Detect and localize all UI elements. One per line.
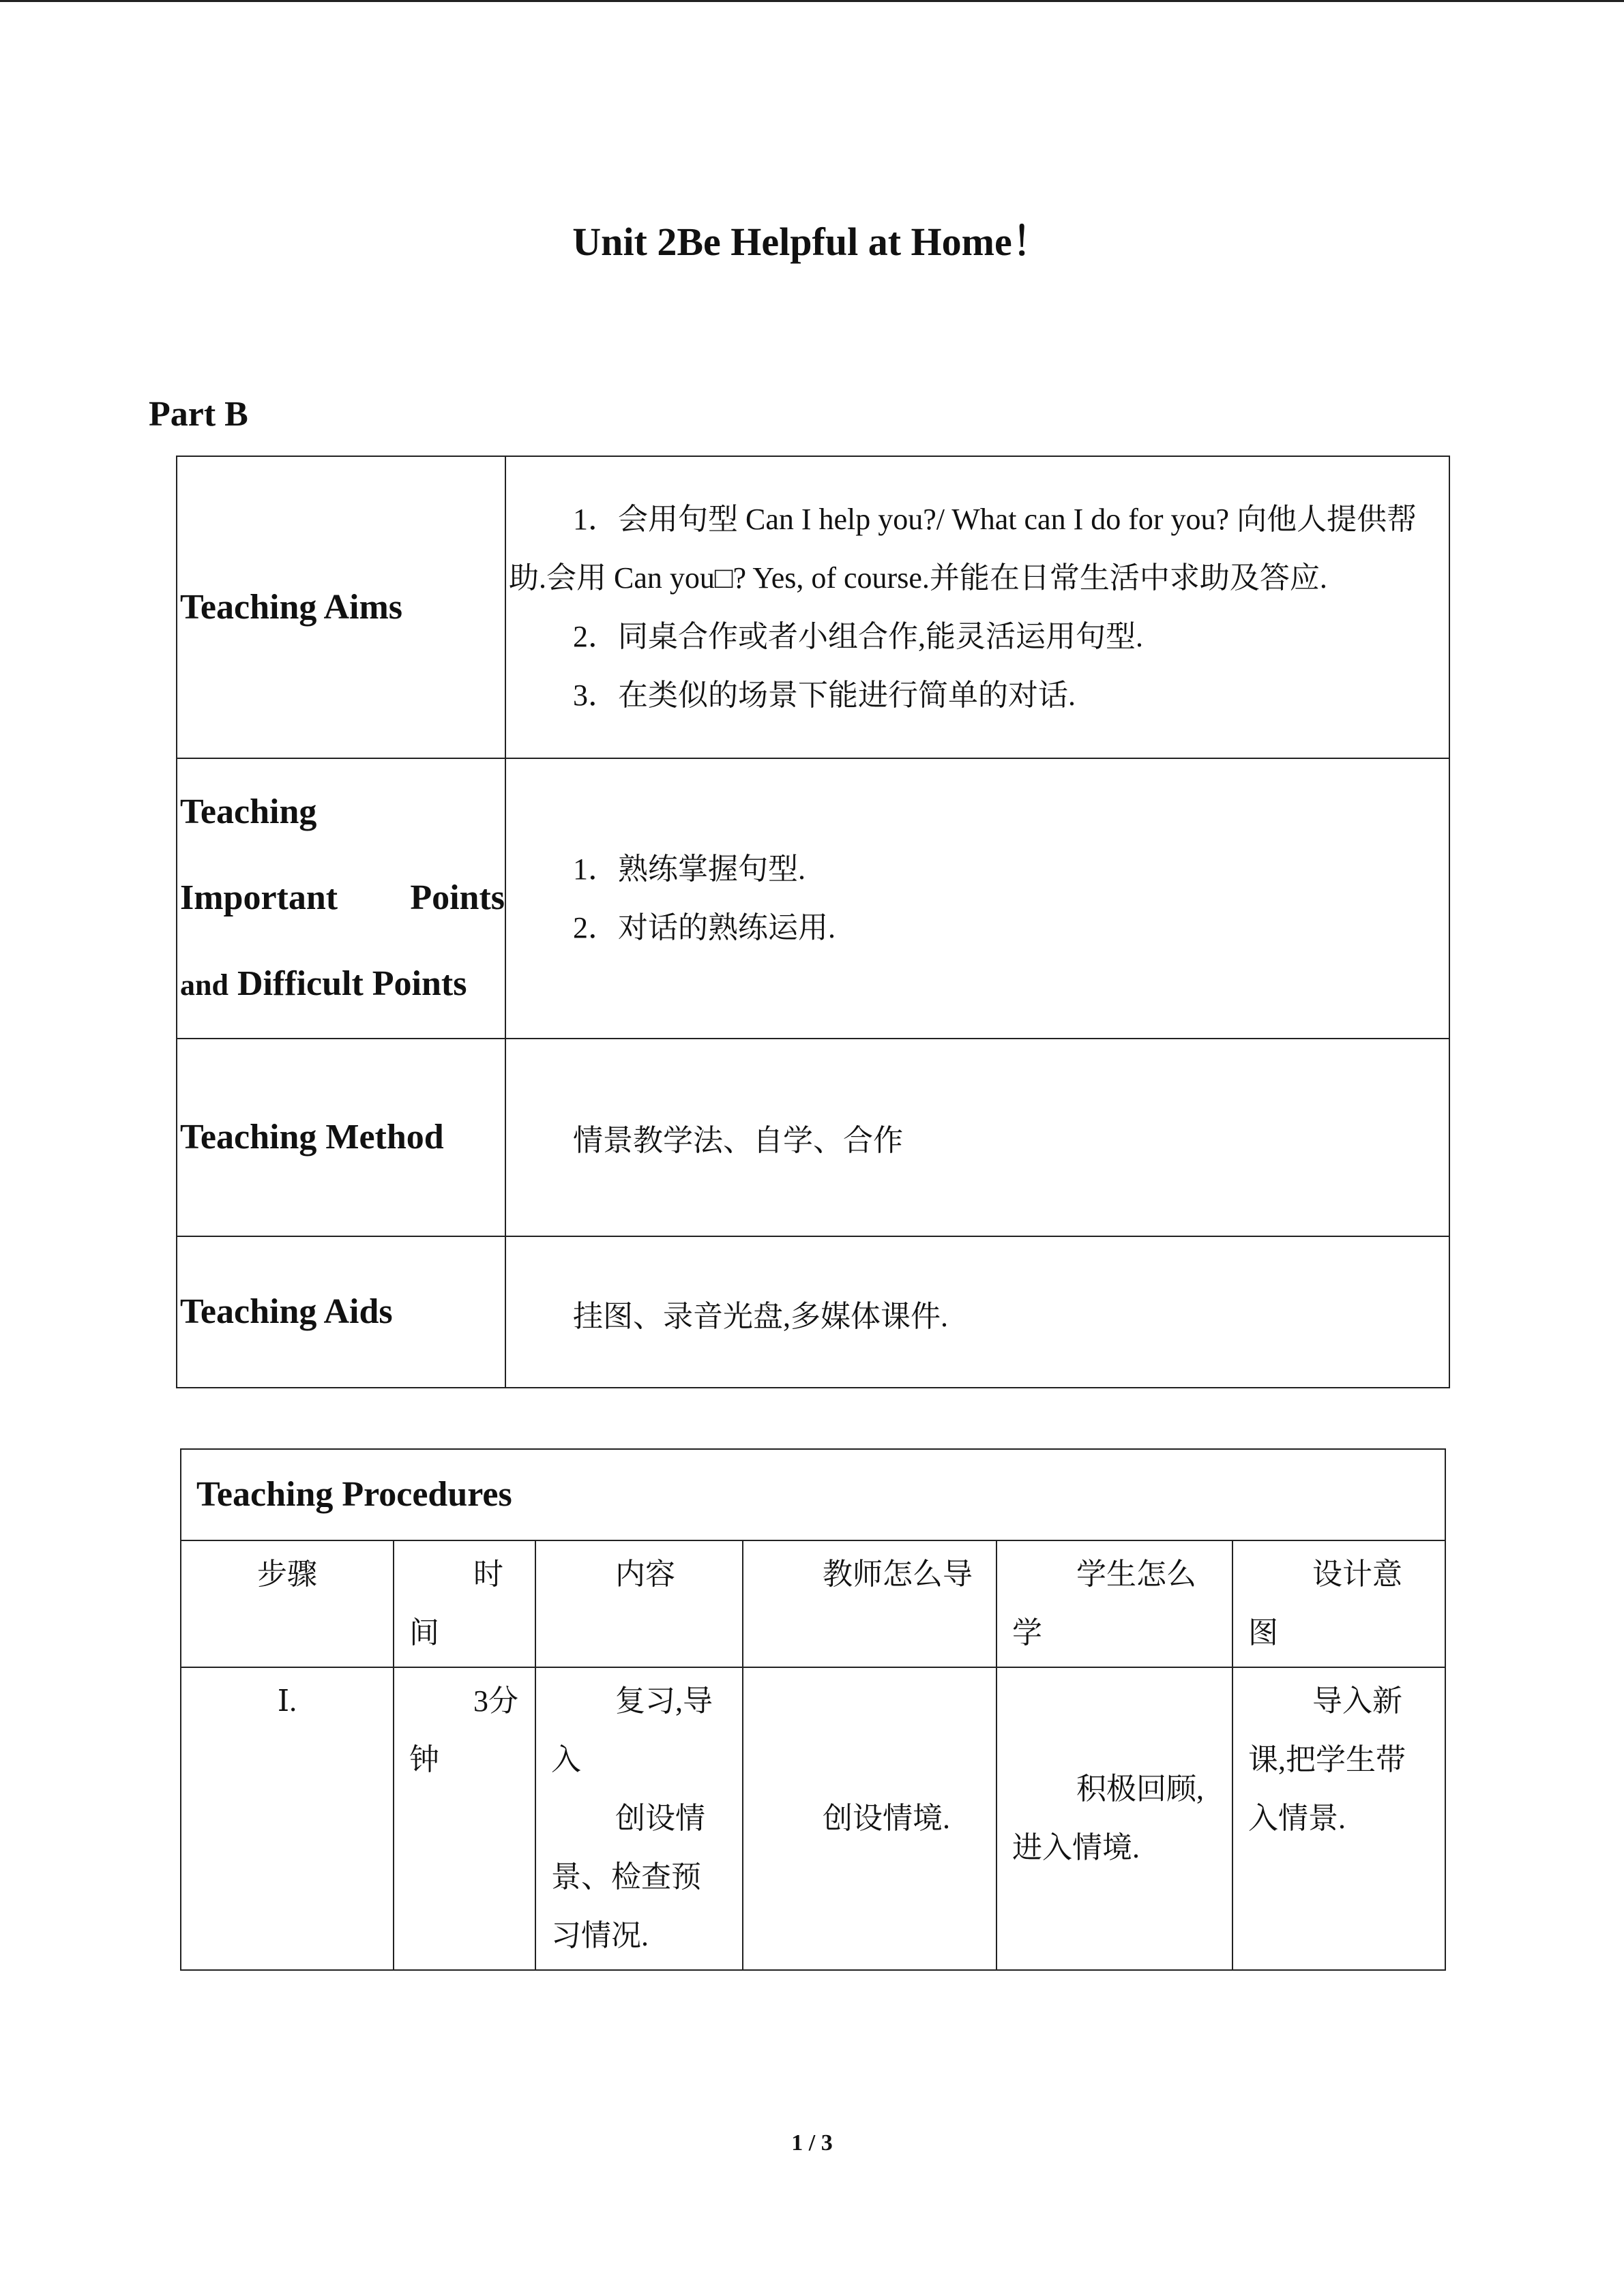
row1-content-line1: 复习,导入	[551, 1684, 713, 1776]
page-number: 1 / 3	[791, 2130, 833, 2156]
points-label-line3	[180, 941, 505, 1028]
aids-label: Teaching Aids	[177, 1236, 505, 1388]
method-text: 情景教学法、自学、合作	[573, 1124, 903, 1157]
procedures-table	[180, 1448, 1446, 1971]
points-row	[177, 758, 1449, 1039]
aims-label: Teaching Aims	[177, 456, 505, 758]
aims-item-2: 2．同桌合作或者小组合作,能灵活运用句型.	[573, 619, 1143, 653]
row1-purpose: 导入新课,把学生带入情景.	[1232, 1667, 1445, 1970]
row1-student: 积极回顾,进入情境.	[996, 1667, 1232, 1970]
row1-time: 3分钟	[394, 1667, 535, 1970]
points-content	[505, 758, 1449, 1039]
row1-teacher: 创设情境.	[743, 1667, 996, 1970]
points-label-line2	[180, 855, 505, 941]
aids-content	[505, 1236, 1449, 1388]
procedures-header-row	[181, 1540, 1445, 1667]
procedures-title-row	[181, 1449, 1445, 1540]
row1-content-line2: 创设情景、检查预习情况.	[551, 1802, 705, 1952]
points-label-difficult: Difficult Points	[237, 964, 467, 1003]
points-label-and: and	[180, 968, 228, 1002]
points-label-points: Points	[410, 878, 505, 917]
header-time: 时间	[394, 1540, 535, 1667]
header-student: 学生怎么学	[996, 1540, 1232, 1667]
header-purpose: 设计意图	[1232, 1540, 1445, 1667]
aims-content	[505, 456, 1449, 758]
header-teacher: 教师怎么导	[743, 1540, 996, 1667]
aids-text: 挂图、录音光盘,多媒体课件.	[573, 1300, 948, 1333]
points-label-important: Important	[180, 878, 338, 917]
header-step: 步骤	[181, 1540, 394, 1667]
method-label: Teaching Method	[177, 1039, 505, 1236]
points-item-2: 2．对话的熟练运用.	[573, 910, 836, 944]
aids-row	[177, 1236, 1449, 1388]
header-content: 内容	[535, 1540, 743, 1667]
row1-content	[535, 1667, 743, 1970]
method-row	[177, 1039, 1449, 1236]
aims-row	[177, 456, 1449, 758]
top-border	[0, 0, 1624, 2]
procedure-row-1	[181, 1667, 1445, 1970]
aims-item-3: 3．在类似的场景下能进行简单的对话.	[573, 678, 1076, 712]
procedures-title: Teaching Procedures	[181, 1449, 1445, 1540]
method-content	[505, 1039, 1449, 1236]
points-label-line1: Teaching	[180, 792, 317, 831]
row1-step: Ⅰ.	[181, 1667, 394, 1970]
part-heading: Part B	[149, 395, 248, 434]
lesson-info-table	[176, 456, 1450, 1388]
points-label	[177, 758, 505, 1039]
document-title: Unit 2Be Helpful at Home！	[572, 220, 1052, 264]
aims-item-1: 1．会用句型 Can I help you?/ What can I do for you? 向他人提供帮助.会用 Can you□? Yes, of course.并能在日常生活中求助及答应.	[509, 502, 1417, 595]
points-item-1: 1．熟练掌握句型.	[573, 852, 806, 886]
